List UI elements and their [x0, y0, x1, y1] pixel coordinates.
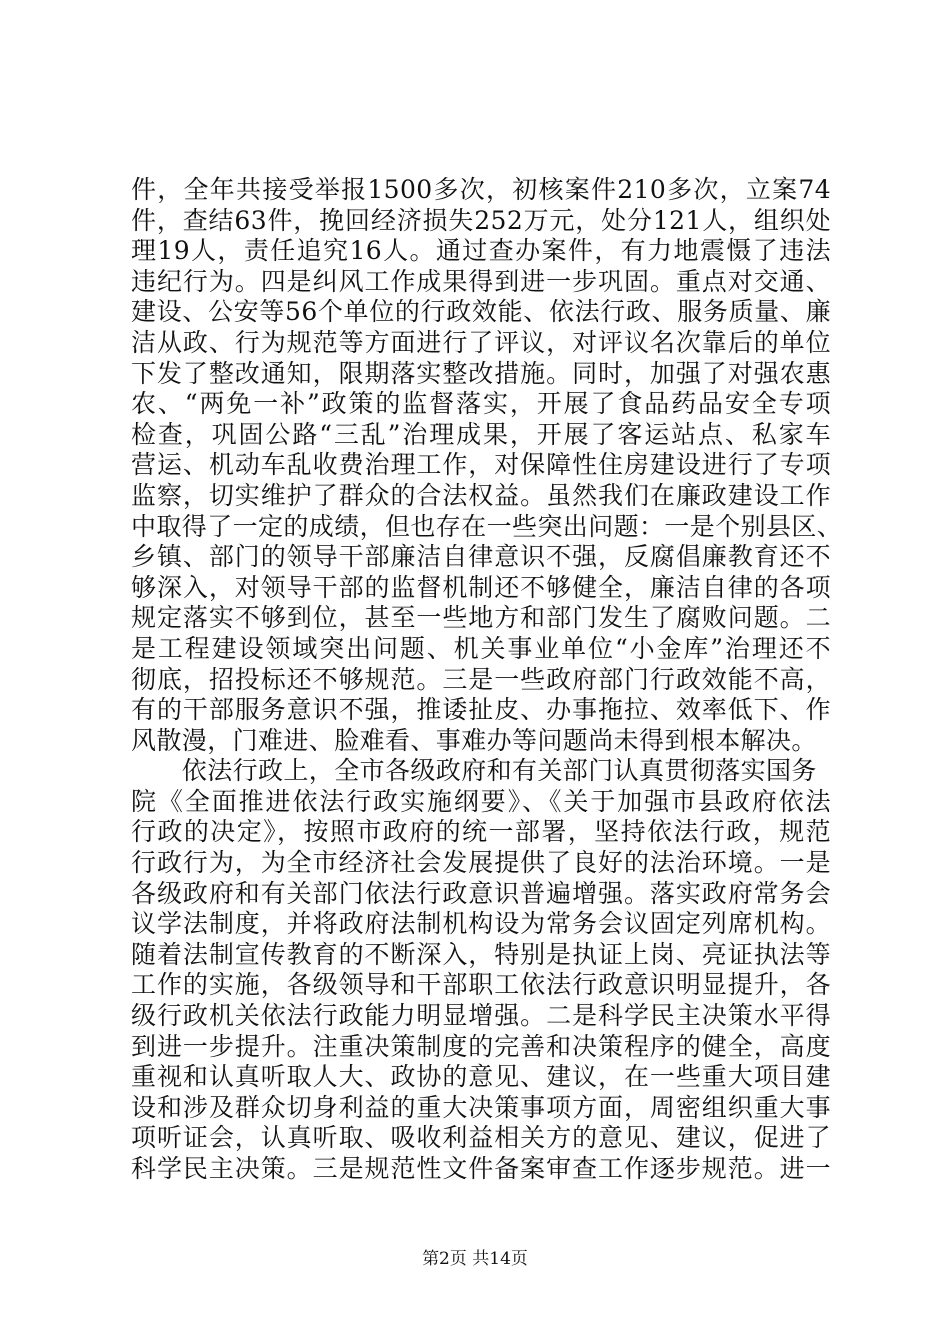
page-footer	[0, 1244, 950, 1269]
text-line: 中取得了一定的成绩，但也存在一些突出问题：一是个别县区、	[131, 511, 843, 541]
text-line: 理19人，责任追究16人。通过查办案件，有力地震慑了违法	[131, 236, 831, 266]
text-line: 检查，巩固公路“三乱”治理成果，开展了客运站点、私家车	[131, 419, 831, 449]
text-line: 规定落实不够到位，甚至一些地方和部门发生了腐败问题。二	[131, 603, 831, 633]
text-line: 违纪行为。四是纠风工作成果得到进一步巩固。重点对交通、	[131, 266, 831, 296]
text-line: 乡镇、部门的领导干部廉洁自律意识不强，反腐倡廉教育还不	[131, 542, 831, 572]
text-line: 风散漫，门难进、脸难看、事难办等问题尚未得到根本解决。	[131, 725, 817, 755]
text-line: 监察，切实维护了群众的合法权益。虽然我们在廉政建设工作	[131, 480, 831, 510]
paragraph-1	[131, 175, 843, 756]
text-line: 随着法制宣传教育的不断深入，特别是执证上岗、亮证执法等	[131, 939, 831, 969]
text-line: 有的干部服务意识不强，推诿扯皮、办事拖拉、效率低下、作	[131, 695, 831, 725]
page-number: 第2页 共14页	[422, 1249, 528, 1269]
text-line: 洁从政、行为规范等方面进行了评议，对评议名次靠后的单位	[131, 327, 831, 357]
text-line: 设和涉及群众切身利益的重大决策事项方面，周密组织重大事	[131, 1092, 831, 1122]
text-line: 件，全年共接受举报1500多次，初核案件210多次，立案74	[131, 175, 831, 204]
text-line: 依法行政上，全市各级政府和有关部门认真贯彻落实国务	[131, 756, 817, 786]
text-line: 项听证会，认真听取、吸收利益相关方的意见、建议，促进了	[131, 1123, 831, 1153]
text-line: 工作的实施，各级领导和干部职工依法行政意识明显提升，各	[131, 970, 831, 1000]
text-line: 件，查结63件，挽回经济损失252万元，处分121人，组织处	[131, 205, 831, 235]
text-line: 级行政机关依法行政能力明显增强。二是科学民主决策水平得	[131, 1001, 831, 1031]
text-line: 够深入，对领导干部的监督机制还不够健全，廉洁自律的各项	[131, 572, 831, 602]
text-line: 科学民主决策。三是规范性文件备案审查工作逐步规范。进一	[131, 1154, 831, 1183]
text-line: 彻底，招投标还不够规范。三是一些政府部门行政效能不高，	[131, 664, 831, 694]
text-line: 下发了整改通知，限期落实整改措施。同时，加强了对强农惠	[131, 358, 831, 388]
text-line: 各级政府和有关部门依法行政意识普遍增强。落实政府常务会	[131, 878, 831, 908]
text-line: 行政的决定》，按照市政府的统一部署，坚持依法行政，规范	[131, 817, 831, 847]
text-line: 行政行为，为全市经济社会发展提供了良好的法治环境。一是	[131, 848, 831, 878]
text-line: 建设、公安等56个单位的行政效能、依法行政、服务质量、廉	[131, 297, 831, 327]
text-line: 是工程建设领域突出问题、机关事业单位“小金库”治理还不	[131, 633, 831, 663]
document-body	[131, 175, 843, 1185]
text-line: 重视和认真听取人大、政协的意见、建议，在一些重大项目建	[131, 1062, 831, 1092]
text-line: 院《全面推进依法行政实施纲要》、《关于加强市县政府依法	[131, 786, 831, 816]
text-line: 议学法制度，并将政府法制机构设为常务会议固定列席机构。	[131, 909, 831, 939]
paragraph-2	[131, 756, 831, 1184]
text-line: 到进一步提升。注重决策制度的完善和决策程序的健全，高度	[131, 1031, 831, 1061]
text-line: 农、“两免一补”政策的监督落实，开展了食品药品安全专项	[131, 389, 831, 419]
text-line: 营运、机动车乱收费治理工作，对保障性住房建设进行了专项	[131, 450, 831, 480]
